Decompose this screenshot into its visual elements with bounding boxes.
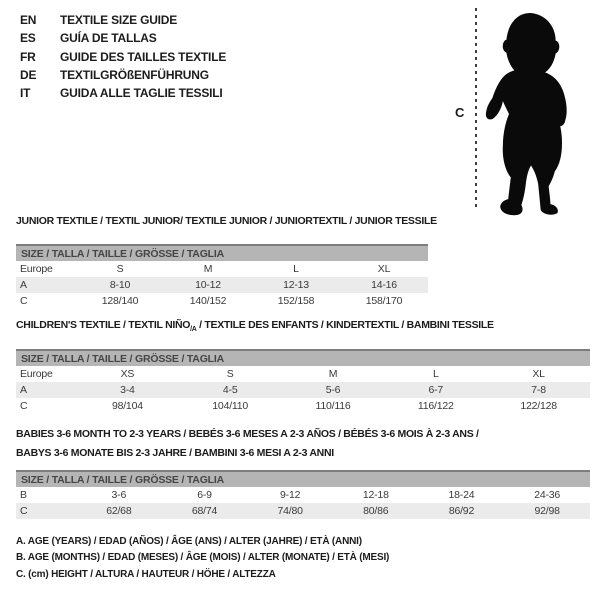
size-header-label: SIZE / TALLA / TAILLE / GRÖSSE / TAGLIA <box>16 245 428 261</box>
table-cell: 6-9 <box>197 489 212 502</box>
title-text: CHILDREN'S TEXTILE / TEXTIL NIÑO <box>16 319 191 331</box>
table-row <box>16 487 590 503</box>
table-row <box>16 261 428 277</box>
language-row <box>20 11 226 29</box>
section-title-babies-line1 <box>16 427 590 446</box>
table-cell: 12-18 <box>362 489 389 502</box>
table-cell: 80/86 <box>333 503 419 519</box>
guide-title-it: GUIDA ALLE TAGLIE TESSILI <box>60 86 223 101</box>
row-label: C <box>16 503 76 519</box>
footnotes <box>16 534 389 583</box>
table-cell: 7-8 <box>487 382 590 398</box>
table-row <box>16 293 428 309</box>
children-size-table <box>16 349 590 414</box>
title-text: BABIES 3-6 MONTH TO 2-3 YEARS / BEBÉS 3-6 MESES A 2-3 AÑOS / BÉBÉS 3-6 MOIS À 2-3 ANS / <box>16 428 479 440</box>
row-label: C <box>20 295 28 308</box>
table-cell: 158/170 <box>365 295 403 308</box>
babies-size-table <box>16 470 590 519</box>
table-cell: 128/140 <box>101 295 139 308</box>
table-cell: XL <box>532 368 545 381</box>
title-subscript: /A <box>190 326 197 334</box>
table-cell: M <box>328 368 338 381</box>
table-row <box>16 503 590 519</box>
table-cell: XL <box>377 263 391 276</box>
table-cell: XS <box>120 368 135 381</box>
row-label: C <box>20 400 28 413</box>
size-header-bar <box>16 245 428 261</box>
table-cell: 116/122 <box>417 400 454 413</box>
size-header-bar <box>16 471 590 487</box>
table-cell: 18-24 <box>448 489 475 502</box>
section-babies <box>16 427 590 519</box>
table-cell: M <box>203 263 213 276</box>
language-legend <box>20 11 226 102</box>
table-cell: L <box>432 368 439 381</box>
junior-size-table <box>16 244 428 309</box>
row-label: B <box>20 489 27 502</box>
section-title-babies-line2: BABYS 3-6 MONATE BIS 2-3 JAHRE / BAMBINI 3-6 MESI A 2-3 ANNI <box>16 447 334 460</box>
table-cell: 74/80 <box>247 503 333 519</box>
table-cell: 86/92 <box>419 503 505 519</box>
height-measure-label: C <box>455 105 465 120</box>
section-title-children <box>16 318 590 337</box>
height-measure-dotted-line <box>475 8 477 210</box>
language-code: ES <box>20 31 36 46</box>
table-cell: S <box>226 368 234 381</box>
table-row <box>16 382 590 398</box>
guide-title-es: GUÍA DE TALLAS <box>60 31 157 46</box>
table-cell: 4-5 <box>179 382 282 398</box>
row-label: Europe <box>20 368 53 381</box>
table-cell: 12-13 <box>252 277 340 293</box>
table-cell: 5-6 <box>282 382 385 398</box>
section-children <box>16 318 590 414</box>
table-cell: 122/128 <box>520 400 557 413</box>
footnote-c: C. (cm) HEIGHT / ALTURA / HAUTEUR / HÖHE / ALTEZZA <box>16 568 276 580</box>
language-code: DE <box>20 67 37 82</box>
table-cell: 62/68 <box>76 503 162 519</box>
row-label: Europe <box>20 263 53 276</box>
table-cell: 9-12 <box>280 489 301 502</box>
language-code: IT <box>20 86 31 101</box>
guide-title-en: TEXTILE SIZE GUIDE <box>60 13 178 27</box>
table-cell: 92/98 <box>504 503 590 519</box>
table-cell: 140/152 <box>189 295 227 308</box>
table-cell: 104/110 <box>212 400 249 413</box>
table-cell: 24-36 <box>534 489 561 502</box>
language-code: EN <box>20 13 37 27</box>
table-cell: 3-6 <box>111 489 127 502</box>
baby-silhouette-icon <box>480 8 568 216</box>
language-row <box>20 66 226 84</box>
table-row <box>16 277 428 293</box>
language-code: FR <box>20 49 36 64</box>
table-row <box>16 366 590 382</box>
guide-title-fr: GUIDE DES TAILLES TEXTILE <box>60 49 227 64</box>
language-row <box>20 84 226 102</box>
footnote-a: A. AGE (YEARS) / EDAD (AÑOS) / ÂGE (ANS) / ALTER (JAHRE) / ETÀ (ANNI) <box>16 536 362 547</box>
title-text: / TEXTILE DES ENFANTS / KINDERTEXTIL / BAMBINI TESSILE <box>196 319 494 331</box>
footnote-b: B. AGE (MONTHS) / EDAD (MESES) / ÂGE (MOIS) / ALTER (MONATE) / ETÀ (MESI) <box>16 552 390 564</box>
table-cell: 152/158 <box>277 295 315 308</box>
size-header-label: SIZE / TALLA / TAILLE / GRÖSSE / TAGLIA <box>16 350 590 366</box>
table-cell: 3-4 <box>76 382 179 398</box>
table-cell: S <box>116 263 124 276</box>
table-cell: 10-12 <box>164 277 252 293</box>
table-cell: 14-16 <box>340 277 428 293</box>
table-cell: 68/74 <box>162 503 248 519</box>
row-label: A <box>16 382 76 398</box>
guide-title-de: TEXTILGRÖßENFÜHRUNG <box>60 67 209 82</box>
language-row <box>20 29 226 47</box>
section-title-junior <box>16 214 437 233</box>
title-text: JUNIOR TEXTILE / TEXTIL JUNIOR/ TEXTILE JUNIOR / JUNIORTEXTIL / JUNIOR TESSILE <box>16 215 437 227</box>
table-cell: 8-10 <box>76 277 164 293</box>
table-cell: 110/116 <box>315 400 351 413</box>
table-cell: L <box>293 263 299 276</box>
table-cell: 6-7 <box>384 382 487 398</box>
section-junior <box>16 214 437 309</box>
size-header-label: SIZE / TALLA / TAILLE / GRÖSSE / TAGLIA <box>16 471 590 487</box>
row-label: A <box>16 277 76 293</box>
size-header-bar <box>16 350 590 366</box>
language-row <box>20 48 226 66</box>
table-row <box>16 398 590 414</box>
table-cell: 98/104 <box>111 400 143 413</box>
